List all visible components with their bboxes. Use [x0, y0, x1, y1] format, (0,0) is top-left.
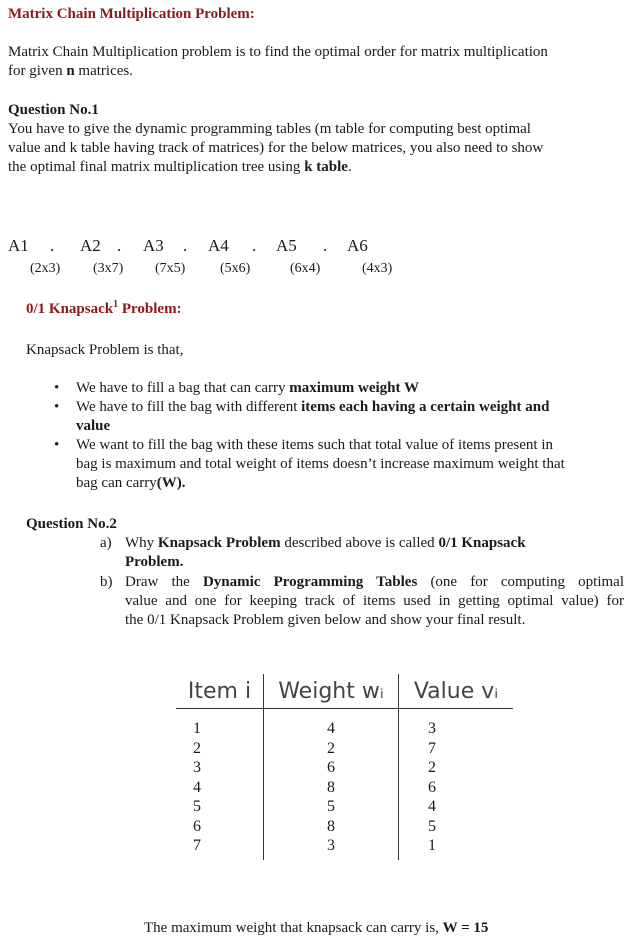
column-header-value: Value vᵢ [399, 674, 514, 709]
matrix-dimension: (2x3) [30, 261, 61, 276]
matrix-separator: . [252, 236, 257, 255]
list-marker: b) [100, 574, 113, 590]
matrix-chain-title: Matrix Chain Multiplication Problem: [8, 6, 255, 22]
bullet-icon: • [54, 380, 60, 396]
matrix-dimension: (5x6) [220, 261, 251, 276]
matrix-chain-intro: Matrix Chain Multiplication problem is to find the optimal order for matrix multiplication for given n matrices. [8, 44, 548, 79]
list-item: • We have to fill the bag with different items each having a certain weight and value [54, 399, 550, 434]
matrix-dimension: (4x3) [362, 261, 393, 276]
matrix-name: A3 [143, 236, 164, 255]
footnote-marker: 1 [113, 299, 119, 310]
matrix-name: A2 [80, 236, 101, 255]
knapsack-bullets [54, 379, 624, 493]
max-weight-statement: The maximum weight that knapsack can carry is, W = 15 [144, 920, 489, 936]
knapsack-items-table [176, 674, 513, 860]
question-1-label: Question No.1 [8, 102, 99, 118]
knapsack-title: 0/1 Knapsack$^1$ Problem: [26, 299, 182, 317]
matrix-name: A4 [208, 236, 229, 255]
matrix-separator: . [183, 236, 188, 255]
bullet-icon: • [54, 399, 60, 415]
list-item: • We want to fill the bag with these items such that total value of items present in bag is maximum and total weight of items doesn’t increase maximum weight that bag can carry(W). [54, 437, 565, 491]
column-header-weight: Weight wᵢ [264, 674, 399, 709]
question-2-label: Question No.2 [26, 516, 117, 532]
matrix-dimension: (6x4) [290, 261, 321, 276]
question-2a-text: Why Knapsack Problem described above is called 0/1 Knapsack Problem. [125, 535, 526, 570]
matrix-dimension: (3x7) [93, 261, 124, 276]
list-item: • We have to fill a bag that can carry maximum weight W [54, 380, 420, 396]
item-column: 1 2 3 4 5 6 7 [176, 709, 264, 860]
question-1: Question No.1 You have to give the dynamic programming tables (m table for computing best optimal value and k table having track of matrices) for the below matrices, you also need to show the optimal final matrix multiplication tree using k table. [8, 102, 544, 175]
matrix-dimension: (7x5) [155, 261, 186, 276]
question-2b-text: Draw the Dynamic Programming Tables (one for computing optimal value and one for keeping track of items used in getting optimal value) for the 0/1 Knapsack Problem given below and show your final result. [125, 574, 624, 628]
matrix-separator: . [117, 236, 122, 255]
table-row [176, 709, 513, 860]
column-header-item: Item i [176, 674, 264, 709]
list-marker: a) [100, 535, 112, 551]
matrix-name: A6 [347, 236, 368, 255]
weight-column: 4 2 6 8 5 8 3 [264, 709, 399, 860]
value-column: 3 7 2 6 4 5 1 [428, 720, 436, 854]
matrix-separator: . [323, 236, 328, 255]
matrix-separator: . [50, 236, 55, 255]
table-header-row [176, 674, 513, 709]
bullet-icon: • [54, 437, 60, 453]
knapsack-intro: Knapsack Problem is that, [26, 342, 184, 358]
matrix-name: A5 [276, 236, 297, 255]
matrix-name: A1 [8, 236, 29, 255]
